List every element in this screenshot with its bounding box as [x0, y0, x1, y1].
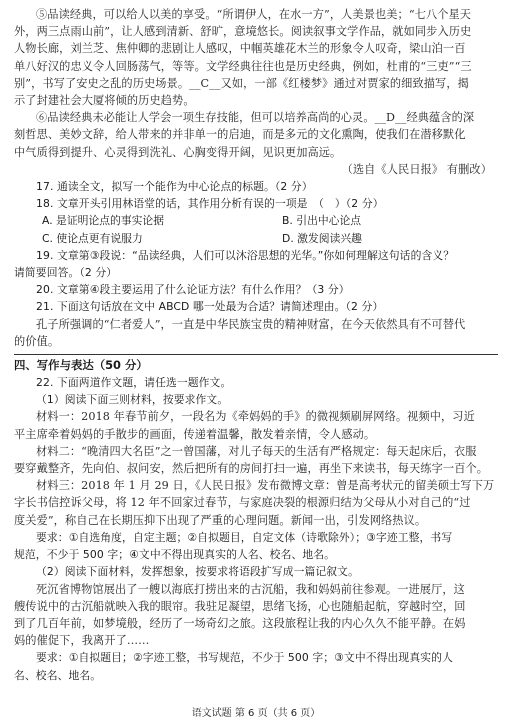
prompt-2-title: （2）阅读下面材料，发挥想象，按要求将语段扩写成一篇记叙文。	[36, 565, 359, 579]
article-para6-line: ⑥品读经典未必能让人学会一项生存技能，但可以培养高尚的心灵。__D__经典蕴含的深	[36, 111, 475, 125]
article-para5-line: ⑤品读经典，可以给人以美的享受。“所谓伊人，在水一方”，人美景也美；“七八个星天	[36, 8, 472, 21]
question-21: 21. 下面这句话放在文中 ABCD 哪一处最为合适？请简述理由。（2 分）	[36, 300, 384, 314]
material-3-cont: 字长书信控诉父母，将 12 年不回家过春节，与家庭决裂的根源归结为父母从小对自己的“过	[14, 496, 471, 510]
material-3-cont: 度关爱”，称自己在长期压抑下出现了严重的心理问题。新闻一出，引发网络热议。	[14, 513, 427, 527]
material-1-cont: 平主席牵着妈妈的手散步的画面，传递着温馨，散发着亲情，令人感动。	[14, 427, 376, 441]
material-2: 材料二：“晚清四大名臣”之一曾国藩，对儿子每天的生活有严格规定：每天起床后，衣服	[36, 444, 477, 458]
article-source: （选自《人民日报》 有删改）	[341, 162, 492, 176]
material-4-cont: 到了几百年前，如梦境般，经历了一场奇幻之旅。这段旅程让我的内心久久不能平静。在妈	[14, 616, 466, 630]
question-21-quote: 孔子所强调的“仁者爱人”，一直是中华民族宝贵的精神财富，在今天依然具有不可替代	[36, 317, 466, 331]
section-heading: 四、写作与表达（50 分）	[14, 354, 498, 374]
prompt-1-title: （1）阅读下面三则材料，按要求作文。	[36, 393, 229, 407]
question-19: 19. 文章第③段说：“品读经典，人们可以沐浴思想的光华。”你如何理解这句话的含义？	[36, 248, 455, 262]
article-para6-line: 中气质得到提升、心灵得到洗礼、心胸变得开阔，见识更加高远。	[14, 145, 342, 159]
requirements-2: 要求：①自拟题目；②字迹工整，书写规范，不少于 500 字；③文中不得出现真实的人	[36, 651, 453, 665]
requirements-1-cont: 规范，不少于 500 字；④文中不得出现真实的人名、校名、地名。	[14, 548, 336, 562]
page-footer: 语文试题 第 6 页（共 6 页）	[191, 708, 321, 719]
question-21-quote-cont: 的价值。	[14, 334, 60, 348]
question-18-choices	[14, 212, 498, 246]
choice-b: B. 引出中心论点	[282, 214, 362, 228]
requirements-1: 要求：①自选角度，自定主题；②自拟题目，自定文体（诗歌除外）；③字迹工整，书写	[36, 530, 453, 544]
material-1: 材料一：2018 年春节前夕，一段名为《牵妈妈的手》的微视频刷屏网络。视频中，习近	[36, 410, 475, 424]
requirements-2-cont: 名、校名、地名。	[14, 668, 102, 682]
article-para6-line: 刻哲思、美妙文辞，给人带来的并非单一的启迪，而是多元的文化熏陶，使我们在潜移默化	[14, 128, 466, 142]
article-para5-line: 人物长廊，刘兰芝、焦仲卿的悲剧让人感叹，中帼英雄花木兰的形象令人叹奇，梁山泊一百	[14, 42, 466, 56]
article-para5-line: 示了封建社会大厦将倾的历史趋势。	[14, 94, 195, 108]
question-22: 22. 下面两道作文题，请任选一题作文。	[36, 376, 232, 390]
material-2-cont: 要穿戴整齐，先向伯、叔问安，然后把所有的房间打扫一遍，再坐下来读书，每天练字一百个。	[14, 462, 489, 476]
choice-c: C. 使论点更有说服力	[42, 231, 143, 245]
question-19-cont: 请简要回答。（2 分）	[14, 266, 118, 280]
article-para5-line: 单八好汉的忠义令人回肠荡气，等等。文学经典往往也是历史经典，例如，杜甫的“三吏”“三	[14, 59, 472, 73]
choice-a: A. 是证明论点的事实论据	[42, 214, 165, 228]
material-4-cont: 妈的催促下，我离开了……	[14, 634, 150, 648]
exam-page	[14, 6, 498, 684]
question-20: 20. 文章第④段主要运用了什么论证方法？有什么作用？（3 分）	[36, 283, 350, 297]
question-17: 17. 通读全文，拟写一个能作为中心论点的标题。（2 分）	[36, 180, 313, 194]
question-18: 18. 文章开头引用林语堂的话，其作用分析有误的一项是 （ ）（2 分）	[36, 197, 384, 211]
material-3: 材料三：2018 年 1 月 29 日，《人民日报》发布微博文章：曾是高考状元的留美硕士写下万	[36, 479, 495, 493]
material-4: 死沉省博物馆展出了一艘以海底打捞出来的古沉船，我和妈妈前往参观。一进展厅，这	[36, 582, 465, 596]
material-4-cont: 艘传说中的古沉船就映入我的眼帘。我驻足凝望，思绪飞扬，心也随船起航，穿越时空，回	[14, 599, 466, 613]
article-para5-line: 外，两三点雨山前”，让人感到清新、舒旷，意境悠长。阅读叙事文学作品，就如同步入历史	[14, 25, 472, 39]
article-para5-line: 别”，书写了安史之乱的历史场景。__C__又如，一部《红楼梦》通过对贾家的细致描写，揭	[14, 76, 469, 90]
choice-d: D. 激发阅读兴趣	[282, 231, 362, 245]
